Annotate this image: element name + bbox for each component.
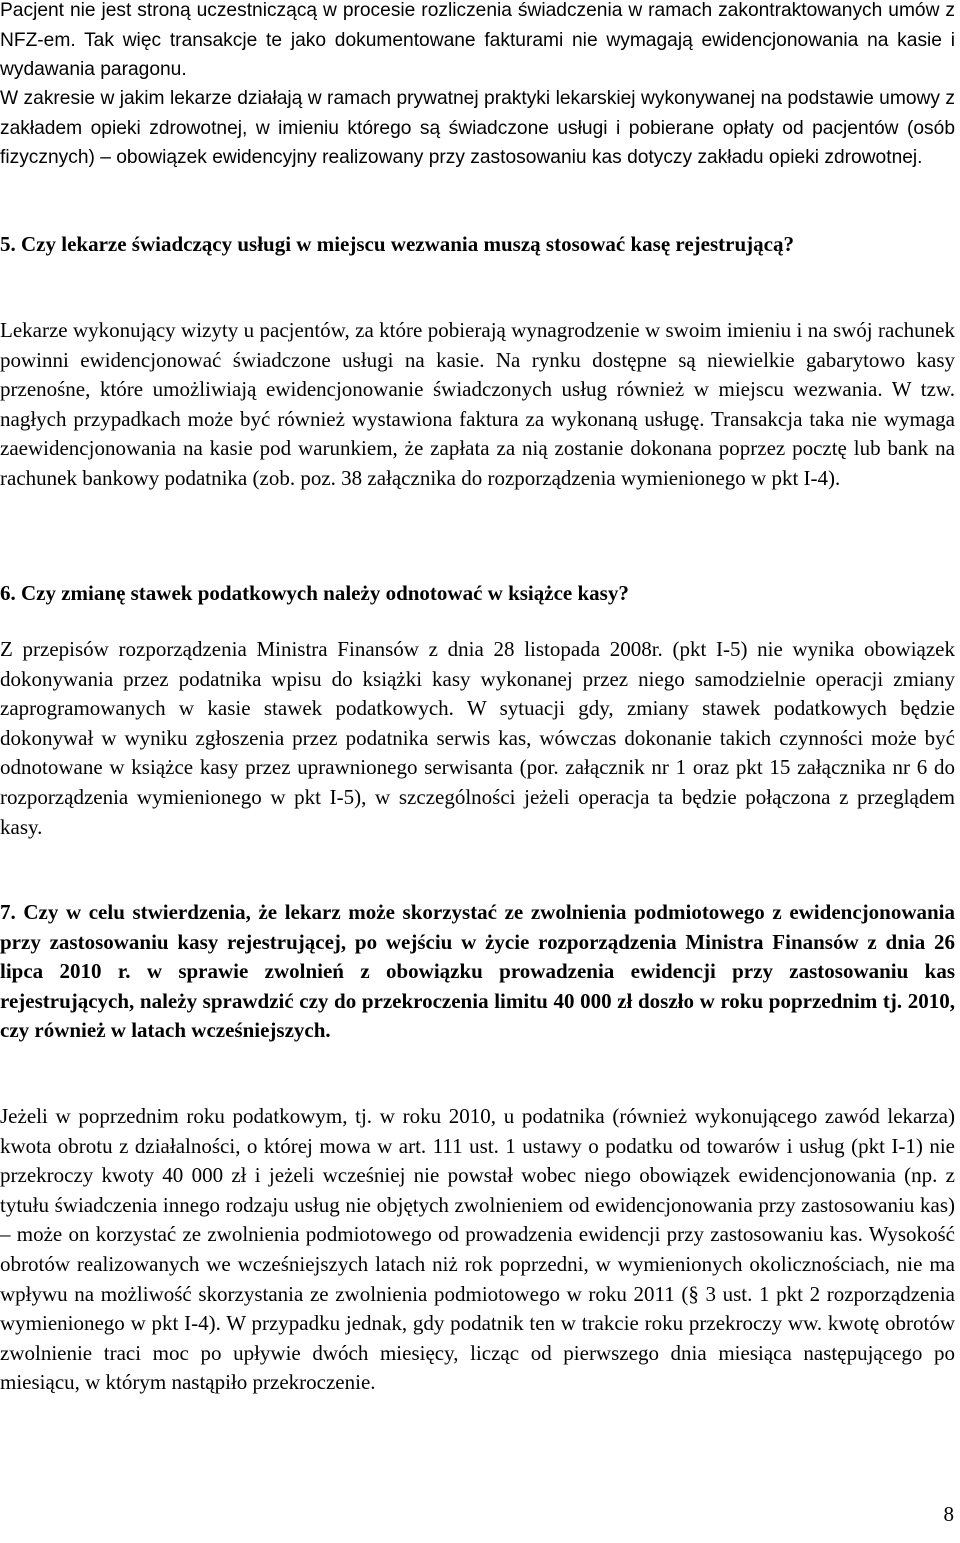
paragraph-text: Z przepisów rozporządzenia Ministra Finansów z dnia 28 listopada 2008r. (pkt I-5) nie wynika obowiązek dokonywania przez podatnika wpisu do książki kasy wykonanej przez niego samodzielnie operacji zmiany zaprogramowanych w kasie stawek podatkowych. W sytuacji gdy, zmiany stawek podatkowych będzie dokonywał w wyniku zgłoszenia przez podatnika serwis kas, wówczas dokonanie takich czynności może być odnotowane w książce kasy przez uprawnionego serwisanta (por. załącznik nr 1 oraz pkt 15 załącznika nr 6 do rozporządzenia wymienionego w pkt I-5), w szczególności jeżeli operacja ta będzie połączona z przeglądem kasy.	[0, 637, 955, 839]
heading-text: 7. Czy w celu stwierdzenia, że lekarz może skorzystać ze zwolnienia podmiotowego z ewidencjonowania przy zastosowaniu kasy rejestrującej, po wejściu w życie rozporządzenia Ministra Finansów z dnia 26 lipca 2010 r. w sprawie zwolnień z obowiązku prowadzenia ewidencji przy zastosowaniu kas rejestrujących, należy sprawdzić czy do przekroczenia limitu 40 000 zł doszło w roku poprzednim tj. 2010, czy również w latach wcześniejszych.	[0, 900, 955, 1043]
paragraph-text: W zakresie w jakim lekarze działają w ramach prywatnej praktyki lekarskiej wykonywanej na podstawie umowy z zakładem opieki zdrowotnej, w imieniu którego są świadczone usługi i pobierane opłaty od pacjentów (osób fizycznych) – obowiązek ewidencyjny realizowany przy zastosowaniu kas dotyczy zakładu opieki zdrowotnej.	[0, 88, 955, 169]
paragraph-text: Jeżeli w poprzednim roku podatkowym, tj. w roku 2010, u podatnika (również wykonującego zawód lekarza) kwota obrotu z działalności, o której mowa w art. 111 ust. 1 ustawy o podatku od towarów i usług (pkt I-1) nie przekroczy kwoty 40 000 zł i jeżeli wcześniej nie powstał wobec niego obowiązek ewidencjonowania (np. z tytułu świadczenia innego rodzaju usług nie objętych zwolnieniem od ewidencjonowania przy zastosowaniu kas) – może on korzystać ze zwolnienia podmiotowego od prowadzenia ewidencji przy zastosowaniu kas. Wysokość obrotów realizowanych we wcześniejszych latach niż rok poprzedni, w wymienionych okolicznościach, nie ma wpływu na możliwość skorzystania ze zwolnienia podmiotowego w roku 2011 (§ 3 ust. 1 pkt 2 rozporządzenia wymienionego w pkt I-4). W przypadku jednak, gdy podatnik ten w trakcie roku przekroczy ww. kwotę obrotów zwolnienie traci moc po upływie dwóch miesięcy, licząc od pierwszego dnia miesiąca następującego po miesiącu, w którym nastąpiło przekroczenie.	[0, 1104, 955, 1395]
question-7-heading	[0, 898, 955, 1046]
question-6-heading	[0, 579, 955, 609]
answer-7-paragraph	[0, 1102, 955, 1398]
answer-6-paragraph	[0, 635, 955, 842]
paragraph-text: Pacjent nie jest stroną uczestniczącą w procesie rozliczenia świadczenia w ramach zakontraktowanych umów z NFZ-em. Tak więc transakcje te jako dokumentowane fakturami nie wymagają ewidencjonowania na kasie i wydawania paragonu.	[0, 0, 955, 81]
question-5-heading	[0, 230, 955, 260]
paragraph-text: Lekarze wykonujący wizyty u pacjentów, za które pobierają wynagrodzenie w swoim imieniu i na swój rachunek powinni ewidencjonować świadczone usługi na kasie. Na rynku dostępne są niewielkie gabarytowo kasy przenośne, które umożliwiają ewidencjonowanie świadczonych usług również w miejscu wezwania. W tzw. nagłych przypadkach może być również wystawiona faktura za wykonaną usługę. Transakcja taka nie wymaga zaewidencjonowania na kasie pod warunkiem, że zapłata za nią zostanie dokonana poprzez pocztę lub bank na rachunek bankowy podatnika (zob. poz. 38 załącznika do rozporządzenia wymienionego w pkt I-4).	[0, 318, 955, 490]
heading-text: 5. Czy lekarze świadczący usługi w miejscu wezwania muszą stosować kasę rejestrującą?	[0, 232, 794, 256]
paragraph-patient-not-party	[0, 0, 955, 85]
heading-text: 6. Czy zmianę stawek podatkowych należy odnotować w książce kasy?	[0, 581, 629, 605]
paragraph-private-practice-visible	[0, 84, 955, 173]
page-number: 8	[943, 1502, 954, 1526]
answer-5-paragraph	[0, 316, 955, 494]
